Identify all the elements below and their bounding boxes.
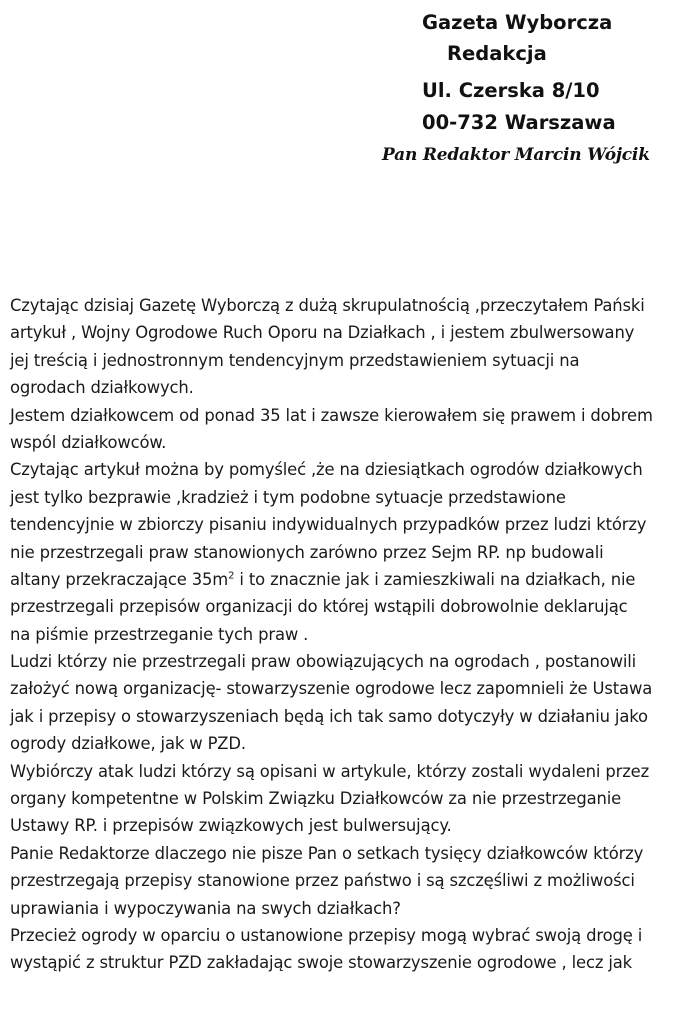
body-line: ogrodach działkowych.	[10, 378, 194, 398]
body-line: jest tylko bezprawie ,kradzież i tym podobne sytuacje przedstawione	[10, 487, 566, 507]
department: Redakcja	[447, 42, 547, 65]
body-line: Przecież ogrody w oparciu o ustanowione przepisy mogą wybrać swoją drogę i	[10, 925, 643, 945]
body-line: Ustawy RP. i przepisów związkowych jest bulwersujący.	[10, 816, 452, 836]
body-line: ogrody działkowe, jak w PZD.	[10, 734, 246, 754]
body-line: Panie Redaktorze dlaczego nie pisze Pan o setkach tysięcy działkowców którzy	[10, 843, 644, 863]
address-block	[0, 6, 687, 166]
body-line: przestrzegali przepisów organizacji do której wstąpili dobrowolnie deklarując	[10, 597, 628, 617]
body-line: artykuł , Wojny Ogrodowe Ruch Oporu na Działkach , i jestem zbulwersowany	[10, 323, 635, 343]
body-line: założyć nową organizację- stowarzyszenie ogrodowe lecz zapomnieli że Ustawa	[10, 679, 653, 699]
body-line: Wybiórczy atak ludzi którzy są opisani w artykule, którzy zostali wydaleni przez	[10, 761, 650, 781]
body-line: Jestem działkowcem od ponad 35 lat i zawsze kierowałem się prawem i dobrem	[10, 405, 653, 425]
line-segment: altany przekraczające 35m	[10, 569, 229, 589]
body-line: Czytając artykuł można by pomyśleć ,że na dziesiątkach ogrodów działkowych	[10, 460, 643, 480]
recipient-name: Pan Redaktor Marcin Wójcik	[382, 145, 650, 165]
body-line: Ludzi którzy nie przestrzegali praw obowiązujących na ogrodach , postanowili	[10, 652, 637, 672]
body-line: uprawiania i wypoczywania na swych działkach?	[10, 898, 401, 918]
line-segment: i to znacznie jak i zamieszkiwali na działkach, nie	[234, 569, 636, 589]
body-line-with-superscript	[10, 566, 685, 593]
body-line: jej treścią i jednostronnym tendencyjnym przedstawieniem sytuacji na	[10, 350, 580, 370]
body-line: nie przestrzegali praw stanowionych zarówno przez Sejm RP. np budowali	[10, 542, 604, 562]
newspaper-name: Gazeta Wyborcza	[422, 11, 613, 34]
body-line: Czytając dzisiaj Gazetę Wyborczą z dużą skrupulatnością ,przeczytałem Pański	[10, 296, 645, 315]
body-line: na piśmie przestrzeganie tych praw .	[10, 624, 309, 644]
body-line: jak i przepisy o stowarzyszeniach będą ich tak samo dotyczyły w działaniu jako	[10, 706, 648, 726]
superscript-exponent: 2	[228, 570, 235, 582]
body-line: organy kompetentne w Polskim Związku Działkowców za nie przestrzeganie	[10, 789, 622, 809]
body-line: wystąpić z struktur PZD zakładając swoje stowarzyszenie ogrodowe , lecz jak	[10, 953, 632, 973]
letter-body	[10, 292, 685, 977]
body-line: wspól działkowców.	[10, 432, 167, 452]
body-line: przestrzegają przepisy stanowione przez państwo i są szczęśliwi z możliwości	[10, 871, 635, 891]
postal-city: 00-732 Warszawa	[422, 111, 616, 134]
body-line: tendencyjnie w zbiorczy pisaniu indywidualnych przypadków przez ludzi którzy	[10, 515, 647, 535]
street-address: Ul. Czerska 8/10	[422, 79, 600, 102]
